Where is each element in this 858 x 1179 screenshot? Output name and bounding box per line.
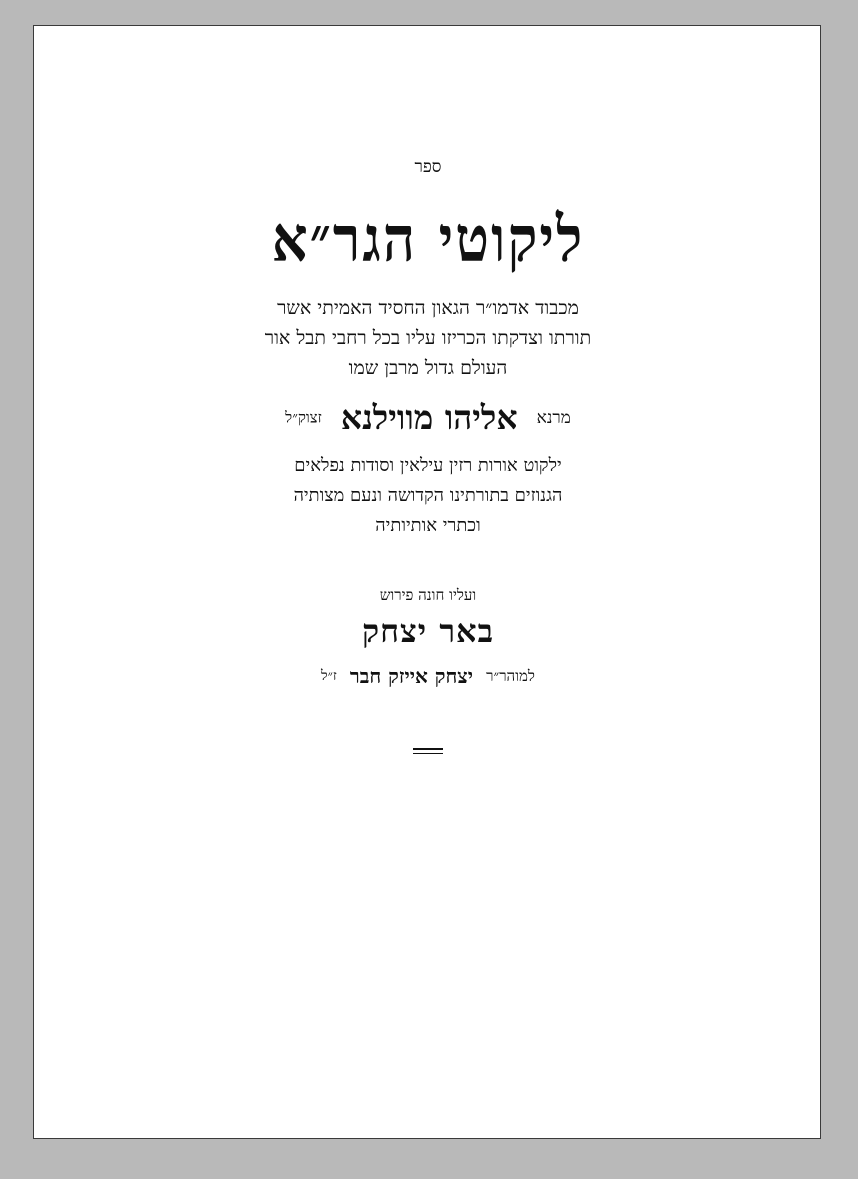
name-suffix: זצוק״ל [285, 408, 322, 427]
description-line-1: ילקוט אורות רזין עילאין וסודות נפלאים [294, 455, 562, 476]
description-line-2: הגנוזים בתורתינו הקדושה ונעם מצותיה [293, 485, 563, 506]
description-line-3: וכתרי אותיותיה [375, 515, 481, 536]
dedication-line-2: תורתו וצדקתו הכריזו עליו בכל רחבי תבל אור [264, 327, 592, 349]
divider-rule-top [413, 748, 443, 750]
book-title: ליקוטי הגר״א [271, 202, 585, 276]
author-suffix: ז״ל [321, 668, 337, 684]
gaon-name-line [34, 398, 822, 438]
author-prefix: למוהר״ר [486, 667, 535, 685]
divider-rule-bottom [413, 753, 443, 754]
commentary-title: באר יצחק [361, 612, 495, 650]
dedication-line-1: מכבוד אדמו״ר הגאון החסיד האמיתי אשר [277, 297, 579, 319]
gaon-name: אליהו מווילנא [340, 398, 518, 437]
dedication-line-3: העולם גדול מרבן שמו [348, 357, 508, 379]
author-name: יצחק אייזק חבר [349, 664, 474, 688]
document-page [33, 25, 821, 1139]
commentary-intro: ועליו חונה פירוש [379, 586, 477, 604]
author-line [34, 664, 822, 689]
sefer-label: ספר [414, 157, 442, 177]
name-prefix: מרנא [536, 408, 571, 428]
